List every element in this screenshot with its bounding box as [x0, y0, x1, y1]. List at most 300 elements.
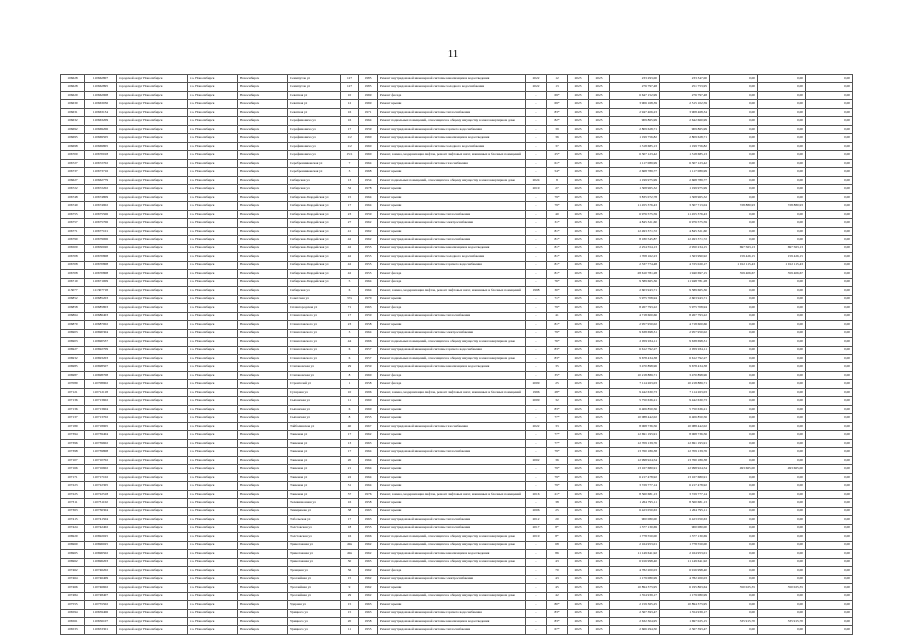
- cell-s1: 2 337 774,48: [610, 261, 660, 269]
- cell-f: 2023: [568, 516, 589, 524]
- cell-code: 110662807: [85, 75, 117, 83]
- cell-s2: 9 442 630,73: [660, 397, 710, 405]
- cell-code: 110710702: [85, 456, 117, 464]
- cell-s1: 4 718 600,66: [610, 312, 660, 320]
- cell-code: 110669206: [85, 125, 117, 133]
- cell-year: 1959: [359, 210, 378, 218]
- cell-f: 2023: [568, 75, 589, 83]
- cell-house: 18: [341, 524, 359, 532]
- cell-y1: -: [526, 304, 547, 312]
- cell-street: Танковая ул: [288, 490, 341, 498]
- cell-f: 2023: [568, 448, 589, 456]
- cell-work: Ремонт, замена, модернизация лифтов, ремонт лифтовых шахт, машинных и блочных помещений: [378, 287, 526, 295]
- cell-s2: 6 976 575,59: [660, 219, 710, 227]
- cell-a: 0,00: [710, 473, 758, 481]
- cell-f: 2023: [568, 550, 589, 558]
- cell-code: 110675506: [85, 210, 117, 218]
- cell-c: 0,00: [806, 219, 853, 227]
- cell-year: 1978: [359, 185, 378, 193]
- cell-t: 2025: [589, 287, 610, 295]
- cell-f: 2023: [568, 134, 589, 142]
- cell-okrug: городской округ Новосибирск: [117, 244, 188, 252]
- cell-a: 0,00: [710, 236, 758, 244]
- cell-id: 106771: [61, 227, 85, 235]
- cell-n: 20: [547, 516, 568, 524]
- cell-s1: 12 493 371,72: [610, 227, 660, 235]
- cell-t: 2025: [589, 405, 610, 413]
- cell-region: Новосибирск: [238, 321, 288, 329]
- cell-n: 83*: [547, 618, 568, 626]
- cell-okrug: городской округ Новосибирск: [117, 516, 188, 524]
- cell-s1: 6 217 478,92: [610, 473, 660, 481]
- cell-id: 107311: [61, 499, 85, 507]
- cell-b: 0,00: [758, 371, 806, 379]
- cell-code: 110663209: [85, 117, 117, 125]
- cell-s2: 1 308 965,32: [660, 193, 710, 201]
- cell-id: 106628: [61, 83, 85, 91]
- cell-b: 0,00: [758, 473, 806, 481]
- cell-y1: -: [526, 193, 547, 201]
- cell-region: Новосибирск: [238, 618, 288, 626]
- cell-id: 106500: [61, 244, 85, 252]
- cell-t: 2025: [589, 584, 610, 592]
- cell-s2: 6 406 850,56: [660, 414, 710, 422]
- cell-n: 28*: [547, 388, 568, 396]
- cell-n: 81*: [547, 227, 568, 235]
- cell-b: 0,00: [758, 346, 806, 354]
- cell-street: Степановская ул: [288, 371, 341, 379]
- cell-okrug: городской округ Новосибирск: [117, 541, 188, 549]
- cell-street: Серафимовича ул: [288, 134, 341, 142]
- cell-t: 2025: [589, 253, 610, 261]
- cell-house: 6: [341, 346, 359, 354]
- cell-region: Новосибирск: [238, 439, 288, 447]
- cell-city: г.о. Новосибирск: [188, 176, 238, 184]
- cell-house: 15: [341, 601, 359, 609]
- cell-okrug: городской округ Новосибирск: [117, 465, 188, 473]
- cell-s1: 900 080,00: [610, 516, 660, 524]
- cell-y1: -: [526, 338, 547, 346]
- cell-house: 23: [341, 321, 359, 329]
- cell-id: 107136: [61, 397, 85, 405]
- cell-house: 5: [341, 278, 359, 286]
- cell-t: 2025: [589, 261, 610, 269]
- cell-t: 2025: [589, 270, 610, 278]
- cell-c: 0,00: [806, 626, 853, 634]
- cell-house: 20: [341, 618, 359, 626]
- cell-house: 15: [341, 609, 359, 617]
- cell-s1: 6 976 575,59: [610, 210, 660, 218]
- cell-id: 107166: [61, 465, 85, 473]
- cell-okrug: городской округ Новосибирск: [117, 219, 188, 227]
- cell-id: 106790: [61, 236, 85, 244]
- cell-year: 1960: [359, 371, 378, 379]
- cell-okrug: городской округ Новосибирск: [117, 473, 188, 481]
- cell-t: 2025: [589, 100, 610, 108]
- cell-okrug: городской округ Новосибирск: [117, 253, 188, 261]
- cell-house: 20: [341, 456, 359, 464]
- cell-n: 76*: [547, 278, 568, 286]
- cell-s2: 9 678 434,38: [660, 363, 710, 371]
- cell-code: 110739602: [85, 439, 117, 447]
- cell-work: Ремонт крыши: [378, 473, 526, 481]
- cell-code: 110675706: [85, 219, 117, 227]
- cell-okrug: городской округ Новосибирск: [117, 295, 188, 303]
- cell-b: 0,00: [758, 295, 806, 303]
- cell-work: Ремонт крыши: [378, 295, 526, 303]
- cell-work: Ремонт крыши: [378, 321, 526, 329]
- cell-city: г.о. Новосибирск: [188, 142, 238, 150]
- cell-city: г.о. Новосибирск: [188, 592, 238, 600]
- cell-s2: 6 916 998,40: [660, 567, 710, 575]
- cell-f: 2023: [568, 270, 589, 278]
- cell-id: 106858: [61, 304, 85, 312]
- cell-id: 107464: [61, 575, 85, 583]
- cell-s2: 1 117 089,99: [660, 168, 710, 176]
- cell-f: 2023: [568, 601, 589, 609]
- cell-c: 0,00: [806, 609, 853, 617]
- cell-a: 0,00: [710, 397, 758, 405]
- cell-n: 69*: [547, 91, 568, 99]
- cell-f: 2023: [568, 338, 589, 346]
- table-row: [61, 354, 853, 362]
- cell-code: 110663134: [85, 108, 117, 116]
- cell-year: 1957: [359, 346, 378, 354]
- cell-b: 0,00: [758, 329, 806, 337]
- cell-n: 79*: [547, 482, 568, 490]
- cell-code: 110670808: [85, 253, 117, 261]
- cell-c: 0,00: [806, 584, 853, 592]
- cell-f: 2023: [568, 490, 589, 498]
- cell-work: Ремонт внутридомовой инженерной системы теплоснабжения: [378, 312, 526, 320]
- cell-y1: -: [526, 601, 547, 609]
- cell-a: 359 406,67: [710, 270, 758, 278]
- cell-f: 2023: [568, 159, 589, 167]
- cell-n: 25: [547, 507, 568, 515]
- cell-id: 106757: [61, 219, 85, 227]
- cell-s1: 6 612 792,27: [610, 346, 660, 354]
- cell-street: Трикотажная ул: [288, 558, 341, 566]
- cell-b: 159 426,15: [758, 253, 806, 261]
- cell-s2: 1 377 130,69: [660, 533, 710, 541]
- cell-y1: -: [526, 159, 547, 167]
- cell-street: Семипутов ул: [288, 83, 341, 91]
- cell-year: 1955: [359, 626, 378, 634]
- cell-t: 2025: [589, 507, 610, 515]
- cell-y1: 2024: [526, 176, 547, 184]
- cell-year: 1960: [359, 405, 378, 413]
- cell-s2: 2 950 234,15: [660, 244, 710, 252]
- cell-work: Ремонт внутридомовой инженерной системы электроснабжения: [378, 575, 526, 583]
- cell-region: Новосибирск: [238, 626, 288, 634]
- cell-y1: 2006: [526, 507, 547, 515]
- cell-city: г.о. Новосибирск: [188, 270, 238, 278]
- cell-b: 0,00: [758, 151, 806, 159]
- cell-n: 21*: [547, 490, 568, 498]
- cell-c: 0,00: [806, 227, 853, 235]
- cell-b: 0,00: [758, 287, 806, 295]
- cell-id: 106987: [61, 371, 85, 379]
- cell-y1: 1998: [526, 287, 547, 295]
- cell-b: 0,00: [758, 100, 806, 108]
- cell-n: 70: [547, 567, 568, 575]
- cell-code: 110663036: [85, 100, 117, 108]
- cell-b: 0,00: [758, 75, 806, 83]
- cell-s2: 3 908 468,34: [660, 108, 710, 116]
- cell-code: 110746409: [85, 575, 117, 583]
- table-row: [61, 541, 853, 549]
- cell-t: 2025: [589, 227, 610, 235]
- cell-street: Танковая ул: [288, 431, 341, 439]
- cell-s1: 1 179 080,99: [610, 575, 660, 583]
- cell-s1: 8 068 736,56: [610, 422, 660, 430]
- cell-year: 1971: [359, 108, 378, 116]
- cell-t: 2025: [589, 380, 610, 388]
- cell-s1: 28 610 781,28: [610, 270, 660, 278]
- cell-n: 71*: [547, 295, 568, 303]
- cell-c: 0,00: [806, 439, 853, 447]
- cell-city: г.о. Новосибирск: [188, 159, 238, 167]
- cell-b: 0,00: [758, 558, 806, 566]
- cell-year: 1955: [359, 270, 378, 278]
- table-row: [61, 312, 853, 320]
- cell-city: г.о. Новосибирск: [188, 193, 238, 201]
- cell-t: 2025: [589, 558, 610, 566]
- cell-s2: 11 149 641,92: [660, 558, 710, 566]
- cell-c: 0,00: [806, 371, 853, 379]
- cell-b: 0,00: [758, 168, 806, 176]
- cell-n: 83*: [547, 405, 568, 413]
- cell-a: 0,00: [710, 108, 758, 116]
- cell-s1: 7 114 263,03: [610, 380, 660, 388]
- cell-f: 2023: [568, 422, 589, 430]
- cell-b: 0,00: [758, 278, 806, 286]
- cell-code: 110685203: [85, 295, 117, 303]
- cell-street: Серебренниковская ул: [288, 168, 341, 176]
- cell-c: 0,00: [806, 431, 853, 439]
- cell-b: 0,00: [758, 482, 806, 490]
- cell-c: 0,00: [806, 202, 853, 210]
- cell-a: 0,00: [710, 507, 758, 515]
- cell-n: 43: [547, 575, 568, 583]
- cell-n: 69*: [547, 100, 568, 108]
- cell-y1: -: [526, 431, 547, 439]
- cell-s1: 2 254 554,13: [610, 244, 660, 252]
- cell-house: 15/1: [341, 151, 359, 159]
- cell-f: 2023: [568, 354, 589, 362]
- cell-city: г.о. Новосибирск: [188, 473, 238, 481]
- cell-code: 110685803: [85, 304, 117, 312]
- cell-city: г.о. Новосибирск: [188, 524, 238, 532]
- cell-s2: 8 560 681,13: [660, 499, 710, 507]
- cell-t: 2025: [589, 134, 610, 142]
- cell-id: 107089: [61, 380, 85, 388]
- table-row: [61, 439, 853, 447]
- cell-a: 0,00: [710, 422, 758, 430]
- cell-street: Степановская ул: [288, 363, 341, 371]
- table-row: [61, 253, 853, 261]
- cell-s2: 6 307 123,42: [660, 159, 710, 167]
- cell-s1: 276 797,48: [610, 83, 660, 91]
- cell-b: 0,00: [758, 567, 806, 575]
- cell-street: Сибирская-Гвардейская ул: [288, 261, 341, 269]
- cell-region: Новосибирск: [238, 346, 288, 354]
- cell-city: г.о. Новосибирск: [188, 456, 238, 464]
- cell-city: г.о. Новосибирск: [188, 414, 238, 422]
- cell-a: 728 880,93: [710, 202, 758, 210]
- cell-b: 0,00: [758, 91, 806, 99]
- cell-s1: 3 906 168,39: [610, 100, 660, 108]
- cell-work: Ремонт подвальных помещений, относящихся к общему имуществу в многоквартирном доме: [378, 533, 526, 541]
- cell-house: 32: [341, 185, 359, 193]
- cell-id: 107189: [61, 422, 85, 430]
- cell-street: Севатная ул: [288, 100, 341, 108]
- cell-code: 110670808: [85, 270, 117, 278]
- cell-id: 106962: [61, 558, 85, 566]
- cell-year: 1955: [359, 524, 378, 532]
- cell-okrug: городской округ Новосибирск: [117, 363, 188, 371]
- cell-house: 17: [341, 202, 359, 210]
- cell-b: 0,00: [758, 456, 806, 464]
- cell-house: 37: [341, 490, 359, 498]
- cell-year: 1996: [359, 388, 378, 396]
- cell-a: 0,00: [710, 151, 758, 159]
- cell-s2: 900 080,00: [660, 524, 710, 532]
- cell-n: 81*: [547, 236, 568, 244]
- cell-s1: 9 678 434,38: [610, 354, 660, 362]
- cell-c: 0,00: [806, 533, 853, 541]
- cell-t: 2025: [589, 219, 610, 227]
- cell-b: 0,00: [758, 541, 806, 549]
- cell-region: Новосибирск: [238, 567, 288, 575]
- cell-y1: -: [526, 499, 547, 507]
- cell-t: 2025: [589, 210, 610, 218]
- table-row: [61, 227, 853, 235]
- cell-work: Ремонт внутридомовой инженерной системы газоснабжения: [378, 422, 526, 430]
- cell-s2: 2 164 953,01: [660, 550, 710, 558]
- cell-f: 2023: [568, 584, 589, 592]
- cell-n: 83*: [547, 346, 568, 354]
- cell-f: 2023: [568, 312, 589, 320]
- cell-okrug: городской округ Новосибирск: [117, 202, 188, 210]
- cell-c: 0,00: [806, 176, 853, 184]
- cell-code: 110690537: [85, 338, 117, 346]
- cell-c: 0,00: [806, 168, 853, 176]
- cell-s2: 1 199 975,99: [660, 185, 710, 193]
- cell-city: г.о. Новосибирск: [188, 482, 238, 490]
- cell-work: Ремонт крыши: [378, 227, 526, 235]
- cell-year: 1958: [359, 321, 378, 329]
- cell-c: 0,00: [806, 405, 853, 413]
- cell-n: 67*: [547, 626, 568, 634]
- cell-t: 2025: [589, 499, 610, 507]
- cell-city: г.о. Новосибирск: [188, 567, 238, 575]
- cell-work: Ремонт, замена, модернизация лифтов, ремонт лифтовых шахт, машинных и блочных помещений: [378, 388, 526, 396]
- cell-year: 1958: [359, 618, 378, 626]
- cell-n: 77*: [547, 414, 568, 422]
- cell-f: 2023: [568, 100, 589, 108]
- cell-t: 2025: [589, 193, 610, 201]
- cell-f: 2023: [568, 405, 589, 413]
- cell-house: 13: [341, 176, 359, 184]
- table-row: [61, 482, 853, 490]
- cell-s2: 9 638 698,31: [660, 338, 710, 346]
- table-row: [61, 219, 853, 227]
- table-row: [61, 550, 853, 558]
- cell-s1: 4 782 200,03: [610, 567, 660, 575]
- cell-s2: 2 957 950,02: [660, 329, 710, 337]
- cell-street: Троллейная ул: [288, 592, 341, 600]
- cell-f: 2023: [568, 473, 589, 481]
- cell-okrug: городской округ Новосибирск: [117, 405, 188, 413]
- cell-okrug: городской округ Новосибирск: [117, 575, 188, 583]
- cell-t: 2025: [589, 431, 610, 439]
- cell-b: 728 880,93: [758, 202, 806, 210]
- cell-work: Ремонт внутридомовой инженерной системы канализации и водоотведения: [378, 618, 526, 626]
- cell-a: 0,00: [710, 439, 758, 447]
- cell-city: г.о. Новосибирск: [188, 202, 238, 210]
- cell-region: Новосибирск: [238, 261, 288, 269]
- cell-region: Новосибирск: [238, 329, 288, 337]
- cell-region: Новосибирск: [238, 490, 288, 498]
- cell-okrug: городской округ Новосибирск: [117, 507, 188, 515]
- cell-region: Новосибирск: [238, 499, 288, 507]
- cell-work: Ремонт внутридомовой инженерной системы газоснабжения: [378, 159, 526, 167]
- table-row: [61, 108, 853, 116]
- cell-s1: 2 947 406,23: [610, 108, 660, 116]
- table-row: [61, 270, 853, 278]
- cell-b: 0,00: [758, 227, 806, 235]
- cell-f: 2023: [568, 626, 589, 634]
- cell-year: 1962: [359, 431, 378, 439]
- cell-id: 107136: [61, 405, 85, 413]
- cell-f: 2023: [568, 202, 589, 210]
- cell-okrug: городской округ Новосибирск: [117, 278, 188, 286]
- cell-a: 0,00: [710, 83, 758, 91]
- cell-n: 79*: [547, 465, 568, 473]
- cell-okrug: городской округ Новосибирск: [117, 91, 188, 99]
- cell-street: Танковая ул: [288, 482, 341, 490]
- cell-c: 0,00: [806, 575, 853, 583]
- cell-street: Сибирская-Гвардейская ул: [288, 278, 341, 286]
- cell-a: 0,00: [710, 575, 758, 583]
- cell-id: 107484: [61, 592, 85, 600]
- cell-okrug: городской округ Новосибирск: [117, 75, 188, 83]
- cell-city: г.о. Новосибирск: [188, 210, 238, 218]
- cell-year: 1985: [359, 75, 378, 83]
- cell-street: Серафимовича ул: [288, 117, 341, 125]
- cell-t: 2025: [589, 312, 610, 320]
- cell-s1: 13 760 186,38: [610, 448, 660, 456]
- cell-f: 2023: [568, 575, 589, 583]
- cell-house: 11: [341, 626, 359, 634]
- cell-year: 1955: [359, 244, 378, 252]
- cell-code: 110674809: [85, 193, 117, 201]
- cell-y1: -: [526, 371, 547, 379]
- cell-y1: -: [526, 270, 547, 278]
- cell-c: 0,00: [806, 83, 853, 91]
- cell-a: 0,00: [710, 558, 758, 566]
- cell-c: 0,00: [806, 354, 853, 362]
- cell-city: г.о. Новосибирск: [188, 321, 238, 329]
- cell-id: 106632: [61, 117, 85, 125]
- cell-city: г.о. Новосибирск: [188, 91, 238, 99]
- cell-okrug: городской округ Новосибирск: [117, 414, 188, 422]
- cell-t: 2025: [589, 490, 610, 498]
- cell-okrug: городской округ Новосибирск: [117, 227, 188, 235]
- cell-house: 37а: [341, 295, 359, 303]
- cell-work: Ремонт фасада: [378, 371, 526, 379]
